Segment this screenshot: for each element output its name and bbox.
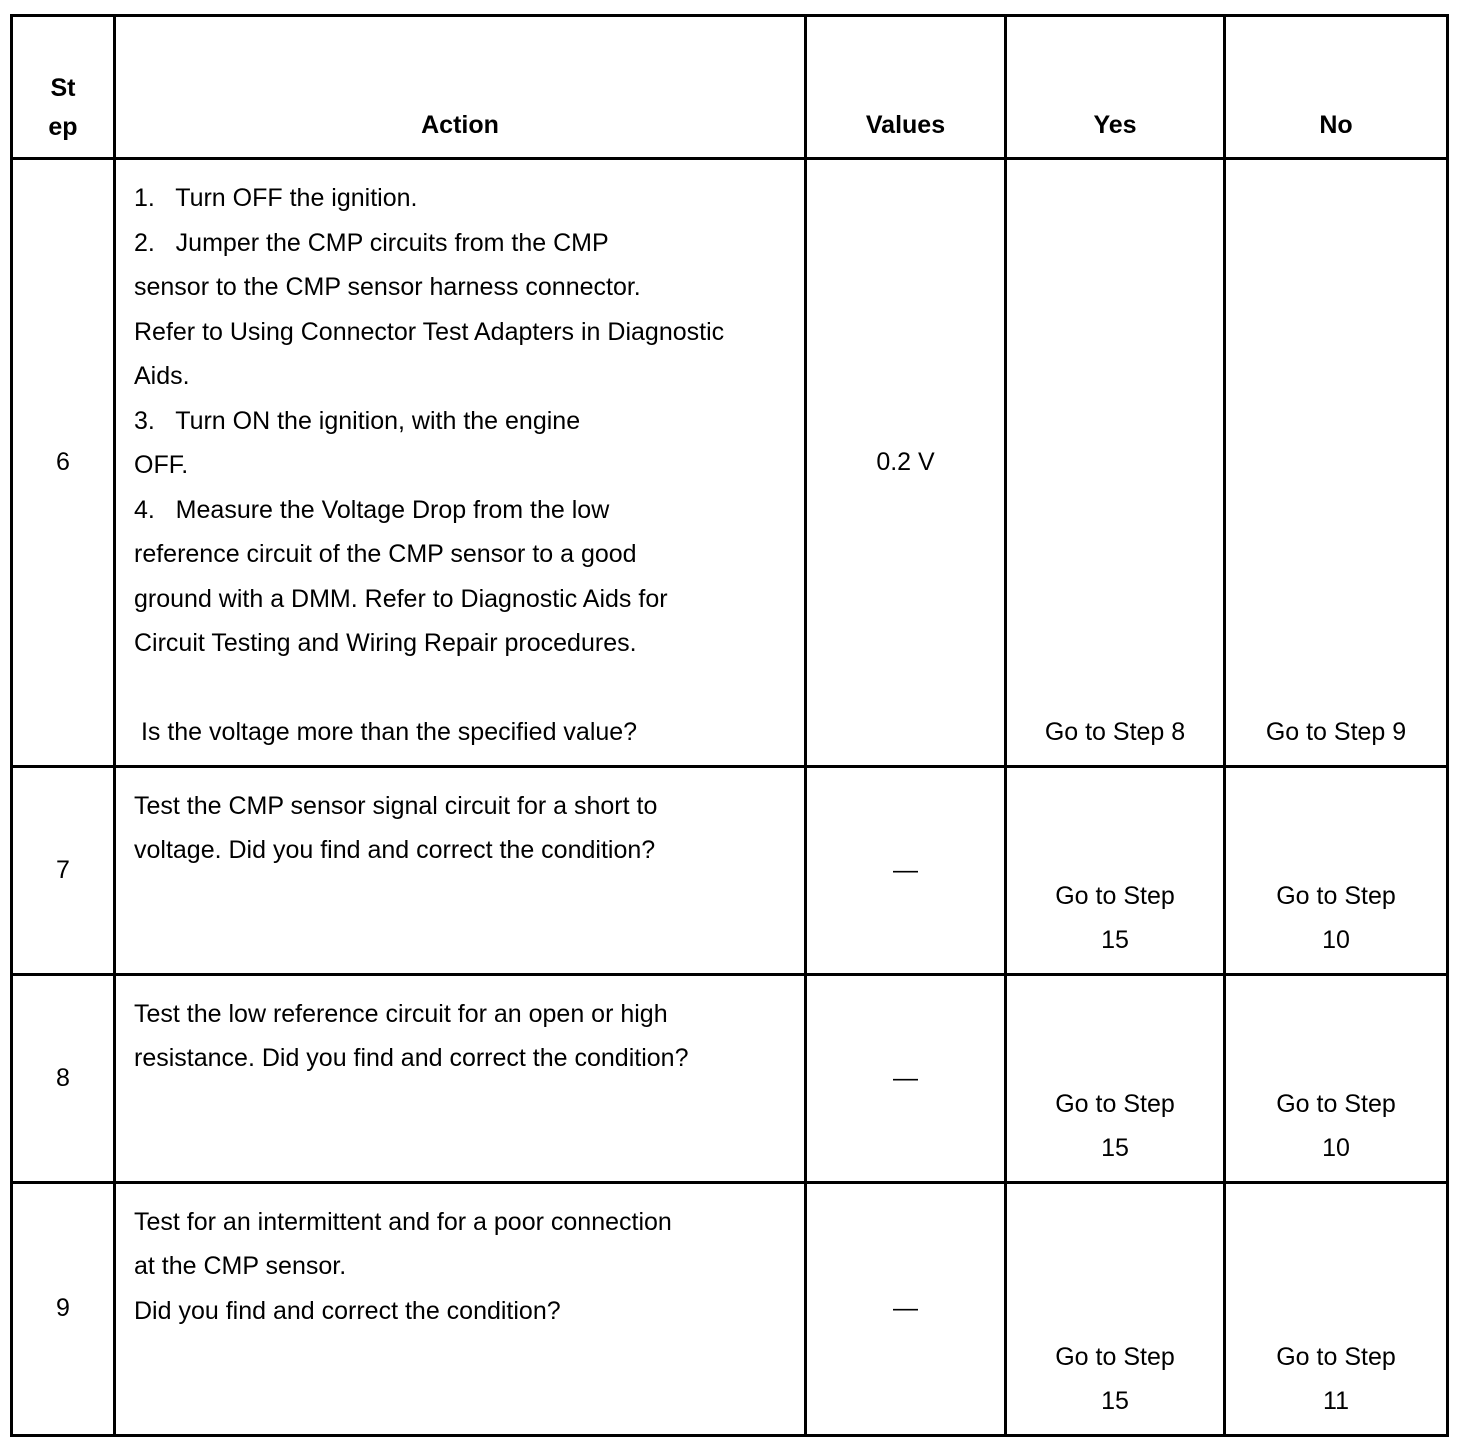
action-line: at the CMP sensor. [134,1252,347,1280]
action-line: 1. Turn OFF the ignition. [134,184,418,212]
no-line: Go to Step [1276,1089,1396,1118]
no-line: Go to Step [1276,1342,1396,1371]
header-values: Values [806,16,1006,159]
action-line: 4. Measure the Voltage Drop from the low [134,495,610,524]
action-line [134,666,784,711]
action-line: OFF. [134,451,189,479]
header-row [12,16,1448,159]
table-row [12,159,1448,767]
yes-line: Go to Step [1055,1342,1175,1371]
yes-line: 15 [1101,1134,1129,1162]
table-row [12,766,1448,974]
action-line: voltage. Did you find and correct the condition? [134,836,656,864]
no-line: 11 [1323,1387,1349,1415]
no-cell [1225,974,1448,1182]
yes-cell [1006,766,1225,974]
action-line: Refer to Using Connector Test Adapters in Diagnostic [134,317,725,346]
value-cell: — [806,974,1006,1182]
no-cell: Go to Step 9 [1225,159,1448,767]
no-line: 10 [1322,926,1350,954]
yes-line: Go to Step [1055,881,1175,910]
yes-line: 15 [1101,926,1129,954]
step-number: 8 [12,974,115,1182]
no-cell [1225,1182,1448,1435]
action-cell [115,974,806,1182]
action-cell [115,766,806,974]
action-line: resistance. Did you find and correct the condition? [134,1044,689,1072]
no-line: 10 [1322,1134,1350,1162]
table-row [12,1182,1448,1435]
action-line: ground with a DMM. Refer to Diagnostic Aids for [134,584,668,613]
action-line: 2. Jumper the CMP circuits from the CMP [134,228,609,257]
yes-cell [1006,974,1225,1182]
yes-cell: Go to Step 8 [1006,159,1225,767]
action-cell [115,159,806,767]
header-yes: Yes [1006,16,1225,159]
value-cell: 0.2 V [806,159,1006,767]
no-line: Go to Step [1276,881,1396,910]
action-line: sensor to the CMP sensor harness connector. [134,273,641,301]
table-row [12,974,1448,1182]
diagnostic-table [10,14,1449,1437]
header-action: Action [115,16,806,159]
action-line: Circuit Testing and Wiring Repair procedures. [134,629,637,657]
header-step-line1: St [50,74,76,102]
value-cell: — [806,1182,1006,1435]
header-step-line2: ep [48,113,78,141]
header-step [12,16,115,159]
step-number: 6 [12,159,115,767]
yes-line: Go to Step [1055,1089,1175,1118]
value-cell: — [806,766,1006,974]
action-line: Did you find and correct the condition? [134,1296,561,1325]
action-line: Test the low reference circuit for an open or high [134,999,668,1028]
action-cell [115,1182,806,1435]
action-line: Aids. [134,362,190,390]
header-no: No [1225,16,1448,159]
action-line: Is the voltage more than the specified value? [134,718,638,746]
step-number: 9 [12,1182,115,1435]
action-line: reference circuit of the CMP sensor to a good [134,540,637,568]
yes-line: 15 [1101,1387,1129,1415]
yes-cell [1006,1182,1225,1435]
step-number: 7 [12,766,115,974]
action-line: Test for an intermittent and for a poor connection [134,1207,672,1236]
action-line: Test the CMP sensor signal circuit for a short to [134,791,658,820]
no-cell [1225,766,1448,974]
action-line: 3. Turn ON the ignition, with the engine [134,406,581,435]
